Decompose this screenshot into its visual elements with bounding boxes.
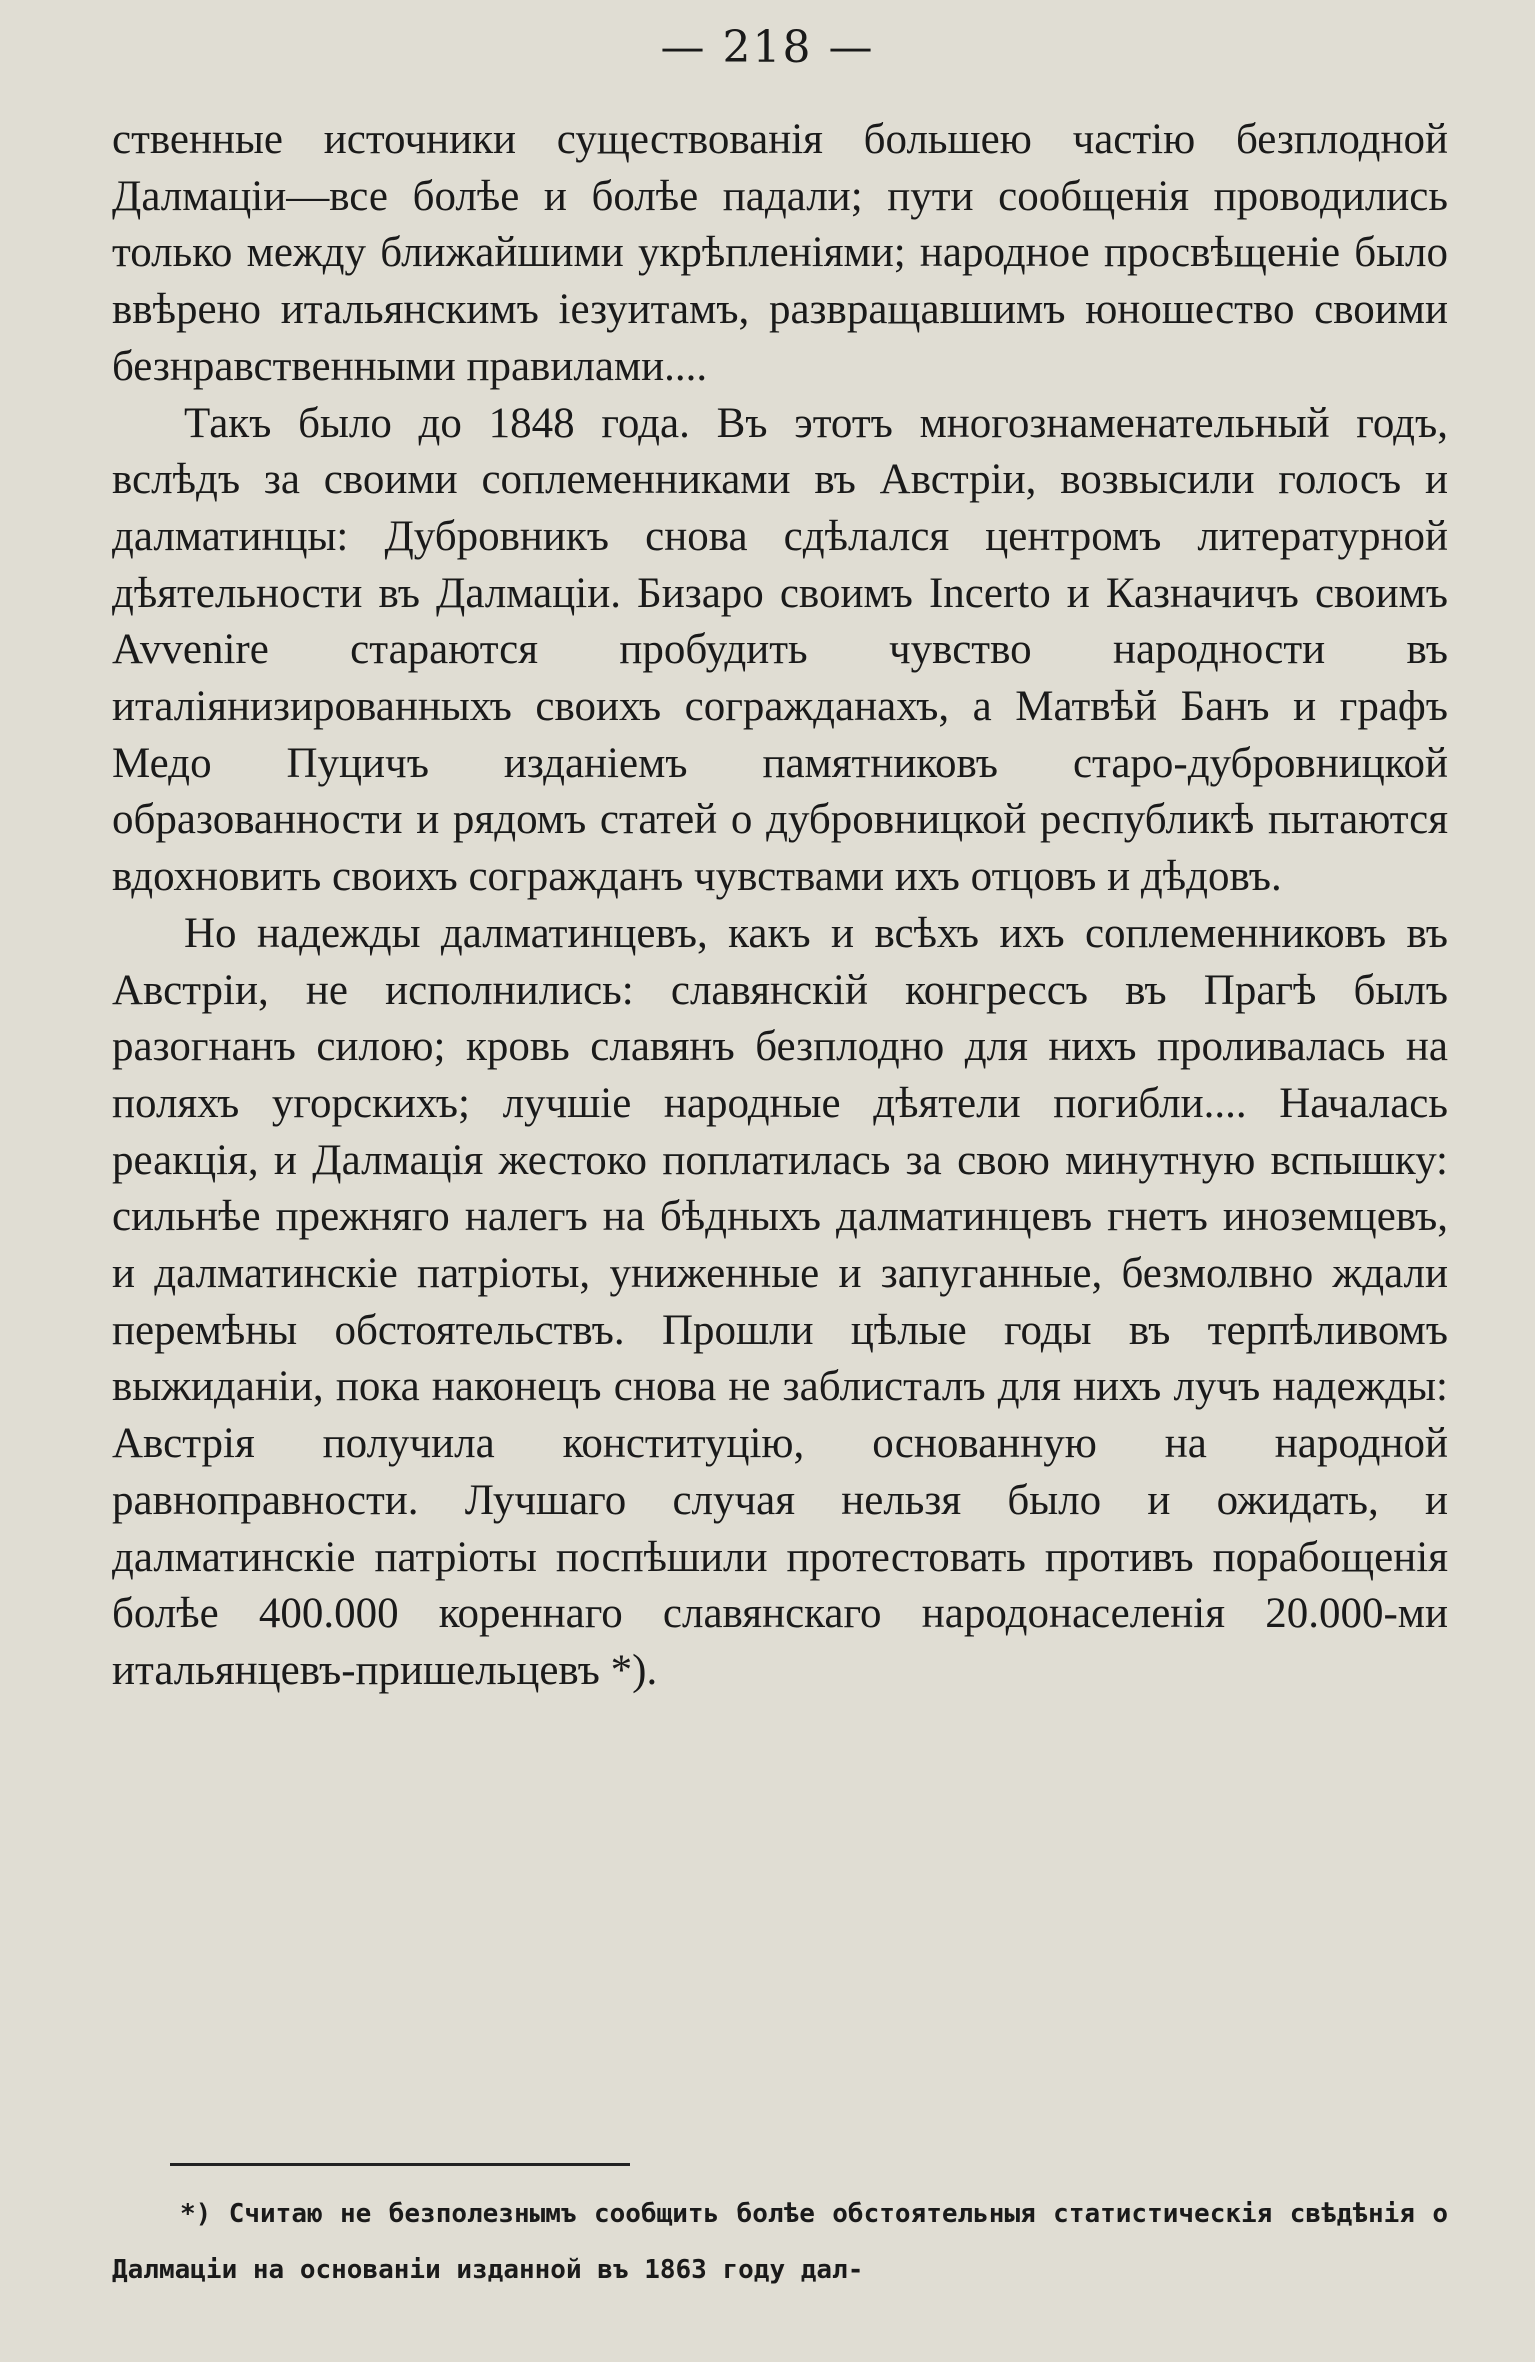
footnote-divider — [170, 2163, 630, 2166]
paragraph-3: Но надежды далматинцевъ, какъ и всѣхъ ихъ соплеменниковъ въ Австріи, не исполнились: славянскій конгрессъ въ Прагѣ былъ разогнанъ силою; кровь славянъ безплодно для нихъ проливалась на поляхъ угорскихъ; лучшіе народные дѣятели погибли.... Началась реакція, и Далмація жестоко поплатилась за свою минутную вспышку: сильнѣе прежняго налегъ на бѣдныхъ далматинцевъ гнетъ иноземцевъ, и далматинскіе патріоты, униженные и запуганные, безмолвно ждали перемѣны обстоятельствъ. Прошли цѣлые годы въ терпѣливомъ выжиданіи, пока наконецъ снова не заблисталъ для нихъ лучъ надежды: Австрія получила конституцію, основанную на народной равноправности. Лучшаго случая нельзя было и ожидать, и далматинскіе патріоты поспѣшили протестовать противъ порабощенія болѣе 400.000 кореннаго славянскаго народонаселенія 20.000-ми итальянцевъ-пришельцевъ *). — [112, 909, 1448, 1694]
paragraph-2: Такъ было до 1848 года. Въ этотъ многознаменательный годъ, вслѣдъ за своими соплеменниками въ Австріи, возвысили голосъ и далматинцы: Дубровникъ снова сдѣлался центромъ литературной дѣятельности въ Далмаціи. Бизаро своимъ Incerto и Казначичъ своимъ Avvenire стараются пробудить чувство народности въ италіянизированныхъ своихъ согражданахъ, а Матвѣй Банъ и графъ Медо Пуцичъ изданіемъ памятниковъ старо-дубровницкой образованности и рядомъ статей о дубровницкой республикѣ пытаются вдохновить своихъ согражданъ чувствами ихъ отцовъ и дѣдовъ. — [112, 399, 1448, 901]
footnote — [112, 2186, 1448, 2298]
footnote-text: *) Считаю не безполезнымъ сообщить болѣе обстоятельныя статистическія свѣдѣнія о Далмаціи на основаніи изданной въ 1863 году дал- — [112, 2199, 1448, 2285]
paragraph-1: ственные источники существованія большею частію безплодной Далмаціи—все болѣе и болѣе падали; пути сообщенія проводились только между ближайшими укрѣпленіями; народное просвѣщеніе было ввѣрено итальянскимъ іезуитамъ, развращавшимъ юношество своими безнравственными правилами.... — [112, 116, 1448, 390]
main-text — [112, 112, 1448, 1700]
page-number: — 218 — — [660, 22, 875, 73]
